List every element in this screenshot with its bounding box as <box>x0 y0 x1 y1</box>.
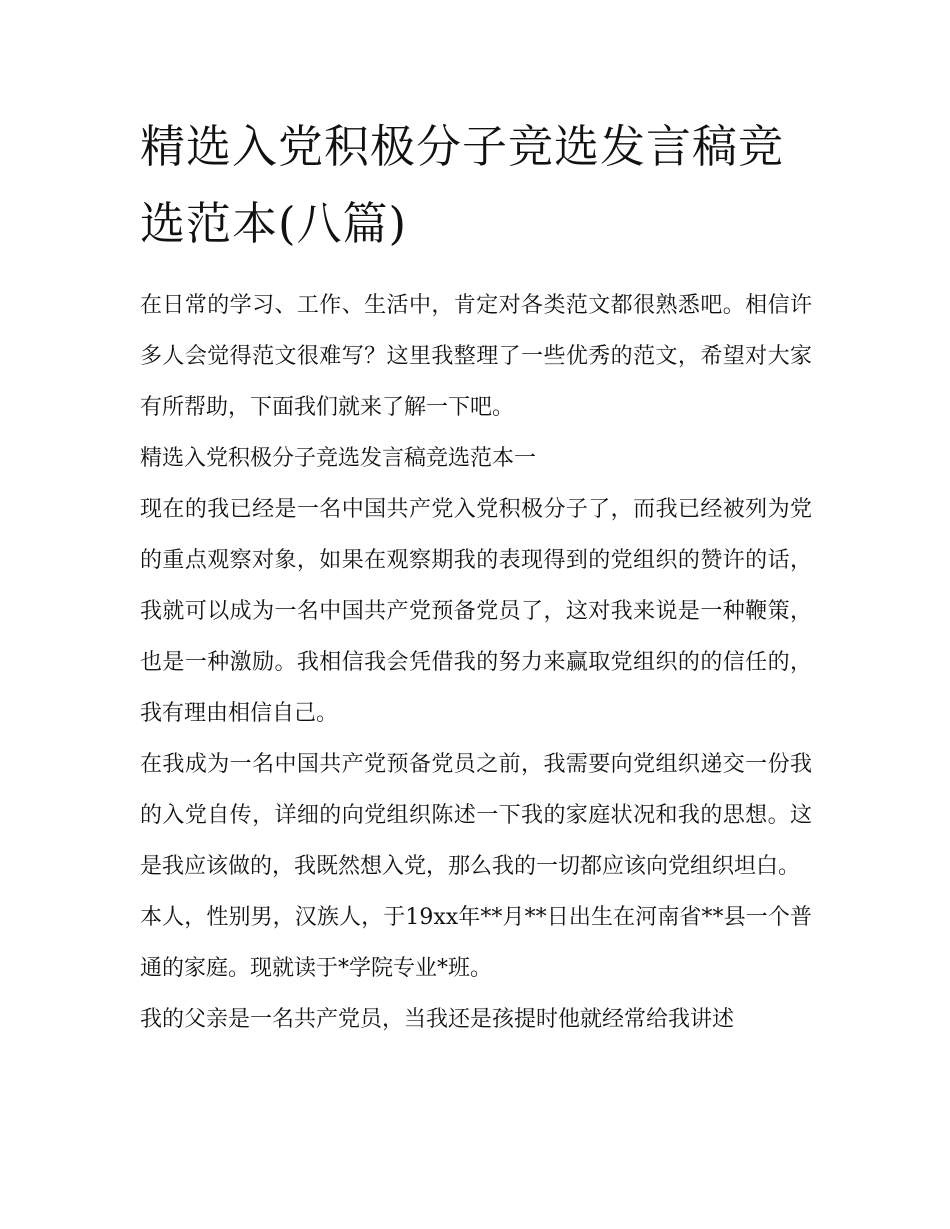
document-body <box>140 108 812 1045</box>
body-paragraph: 本人，性别男，汉族人，于19xx年**月**日出生在河南省**县一个普通的家庭。现就读于*学院专业*班。 <box>140 905 812 981</box>
document-title: 精选入党积极分子竞选发言稿竞选范本(八篇) <box>140 120 785 250</box>
body-paragraph: 我的父亲是一名共产党员，当我还是孩提时他就经常给我讲述 <box>140 1007 735 1032</box>
intro-paragraph: 在日常的学习、工作、生活中，肯定对各类范文都很熟悉吧。相信许多人会觉得范文很难写？这里我整理了一些优秀的范文，希望对大家有所帮助，下面我们就来了解一下吧。 <box>140 293 812 420</box>
section-heading: 精选入党积极分子竞选发言稿竞选范本一 <box>140 446 537 471</box>
body-paragraph: 在我成为一名中国共产党预备党员之前，我需要向党组织递交一份我的入党自传，详细的向党组织陈述一下我的家庭状况和我的思想。这是我应该做的，我既然想入党，那么我的一切都应该向党组织坦白。 <box>140 752 812 879</box>
body-paragraph: 现在的我已经是一名中国共产党入党积极分子了，而我已经被列为党的重点观察对象，如果在观察期我的表现得到的党组织的赞许的话，我就可以成为一名中国共产党预备党员了，这对我来说是一种鞭策，也是一种激励。我相信我会凭借我的努力来赢取党组织的的信任的，我有理由相信自己。 <box>140 497 812 726</box>
